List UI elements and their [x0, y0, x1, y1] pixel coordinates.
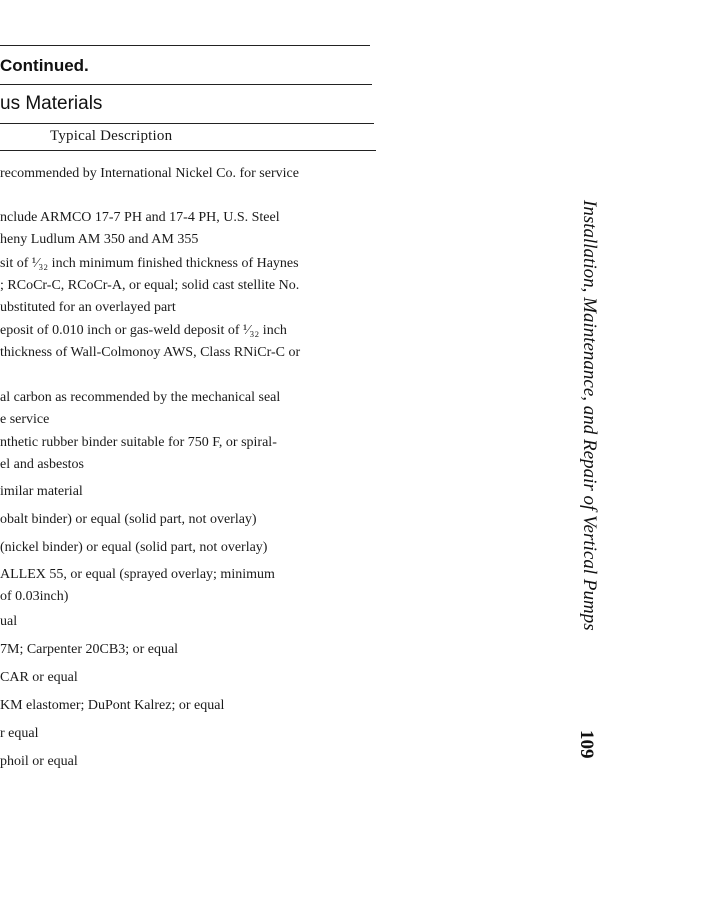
- column-heading: Typical Description: [50, 128, 173, 144]
- row-text: CAR or equal: [0, 670, 78, 685]
- row-text: ubstituted for an overlayed part: [0, 300, 176, 315]
- row-text: 7M; Carpenter 20CB3; or equal: [0, 642, 179, 657]
- row-text: ual: [0, 614, 18, 629]
- row-text: recommended by International Nickel Co. for service: [0, 166, 299, 181]
- table-row: [0, 611, 378, 633]
- table-row: [0, 723, 378, 745]
- row-text: ALLEX 55, or equal (sprayed overlay; minimum: [0, 567, 275, 582]
- row-text: imilar material: [0, 484, 83, 499]
- column-head-bottom-rule: [0, 150, 376, 151]
- running-book-title: Installation, Maintenance, and Repair of Vertical Pumps: [579, 200, 600, 631]
- table-row: [0, 639, 378, 661]
- row-text: of 0.03inch): [0, 589, 69, 604]
- row-text: KM elastomer; DuPont Kalrez; or equal: [0, 698, 225, 713]
- continued-title: Continued.: [0, 56, 89, 75]
- top-rule: [0, 45, 370, 46]
- row-text: ; RCoCr-C, RCoCr-A, or equal; solid cast stellite No.: [0, 278, 300, 293]
- table-row: [0, 253, 378, 319]
- row-text: eposit of 0.010 inch or gas-weld deposit of ¹⁄₃₂ inch: [0, 323, 287, 338]
- row-text: nthetic rubber binder suitable for 750 F, or spiral-: [0, 435, 277, 450]
- row-text: el and asbestos: [0, 457, 84, 472]
- page-number: 109: [576, 730, 597, 759]
- table-row: [0, 667, 378, 689]
- row-text: r equal: [0, 726, 39, 741]
- row-text: phoil or equal: [0, 754, 78, 769]
- table-row: [0, 207, 378, 251]
- table-row: [0, 163, 378, 185]
- table-row: [0, 564, 378, 608]
- section-title: us Materials: [0, 93, 103, 114]
- table-row: [0, 387, 378, 431]
- row-text: e service: [0, 412, 50, 427]
- row-text: heny Ludlum AM 350 and AM 355: [0, 232, 199, 247]
- title-rule: [0, 84, 372, 85]
- row-text: obalt binder) or equal (solid part, not overlay): [0, 512, 257, 527]
- table-row: [0, 695, 378, 717]
- row-text: sit of ¹⁄₃₂ inch minimum finished thickness of Haynes: [0, 256, 299, 271]
- row-text: thickness of Wall-Colmonoy AWS, Class RNiCr-C or: [0, 345, 301, 360]
- table-row: [0, 537, 378, 559]
- table-row: [0, 751, 378, 773]
- table-row: [0, 481, 378, 503]
- table-row: [0, 320, 378, 364]
- row-text: nclude ARMCO 17-7 PH and 17-4 PH, U.S. Steel: [0, 210, 280, 225]
- row-text: (nickel binder) or equal (solid part, not overlay): [0, 540, 268, 555]
- row-text: al carbon as recommended by the mechanical seal: [0, 390, 281, 405]
- column-head-top-rule: [0, 123, 374, 124]
- table-row: [0, 509, 378, 531]
- table-row: [0, 432, 378, 476]
